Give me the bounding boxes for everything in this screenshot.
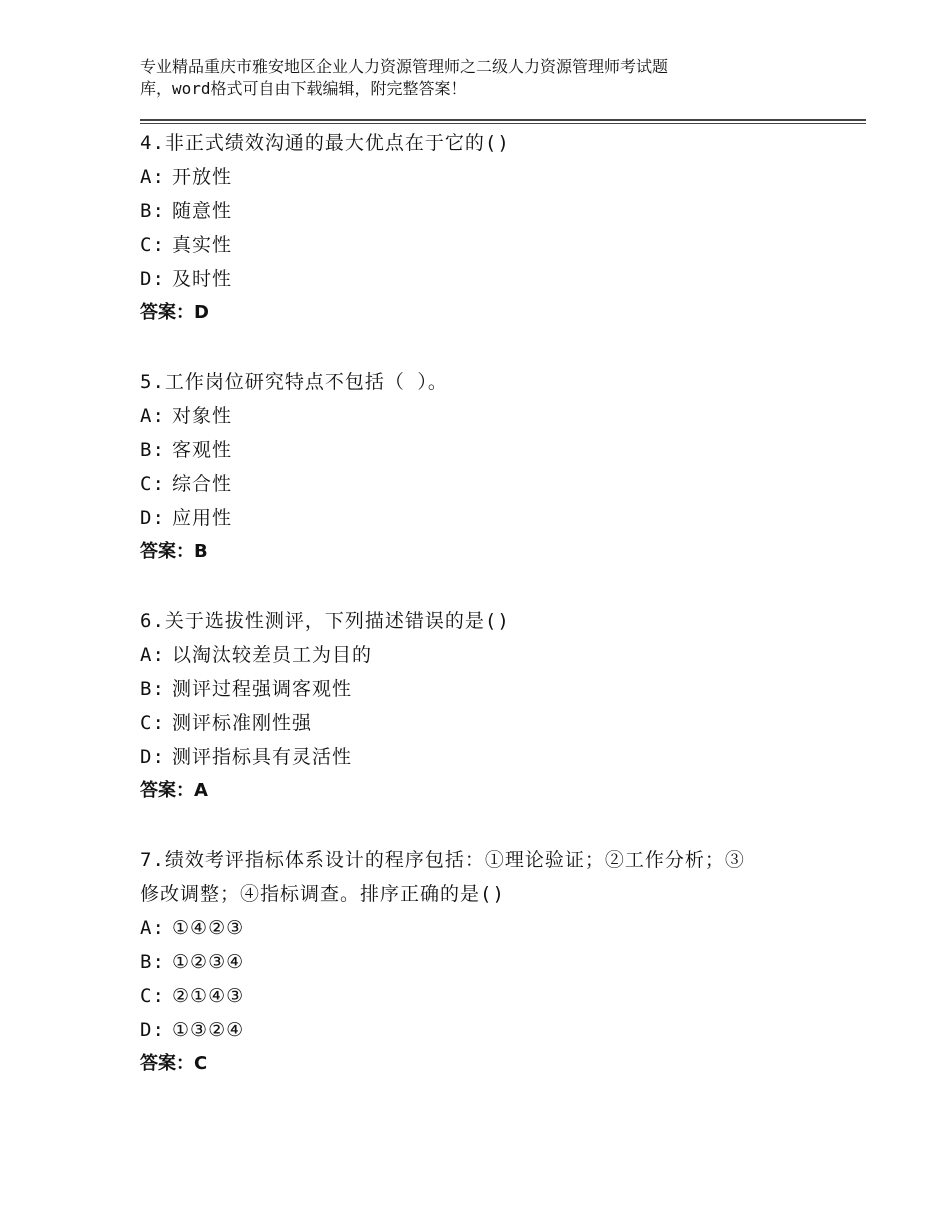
option-key: C: — [140, 985, 165, 1007]
option-a — [140, 160, 820, 194]
option-d — [140, 262, 820, 296]
option-a — [140, 399, 820, 433]
option-b — [140, 945, 820, 979]
question-stem: 5.工作岗位研究特点不包括（ ）。 — [140, 371, 448, 393]
question-block — [140, 604, 820, 808]
option-key: D: — [140, 1019, 165, 1041]
option-text: 测评指标具有灵活性 — [172, 746, 353, 768]
answer-label: 答案：D — [140, 302, 209, 323]
header-divider-thin — [140, 123, 866, 124]
option-key: A: — [140, 166, 165, 188]
option-d — [140, 1013, 820, 1047]
option-key: C: — [140, 473, 165, 495]
option-key: B: — [140, 678, 165, 700]
question-block — [140, 843, 820, 1081]
option-c — [140, 979, 820, 1013]
document-header — [140, 56, 830, 100]
option-key: B: — [140, 439, 165, 461]
option-b — [140, 194, 820, 228]
question-block — [140, 365, 820, 569]
answer-label: 答案：C — [140, 1053, 208, 1074]
option-key: D: — [140, 746, 165, 768]
option-b — [140, 672, 820, 706]
option-text: ①②③④ — [172, 951, 245, 973]
option-text: 测评过程强调客观性 — [172, 678, 353, 700]
option-key: C: — [140, 234, 165, 256]
option-text: ②①④③ — [172, 985, 245, 1007]
option-key: D: — [140, 507, 165, 529]
option-a — [140, 638, 820, 672]
option-text: 真实性 — [172, 234, 233, 256]
question-stem: 4.非正式绩效沟通的最大优点在于它的() — [140, 132, 510, 154]
answer-label: 答案：B — [140, 541, 208, 562]
option-key: C: — [140, 712, 165, 734]
option-text: 测评标准刚性强 — [172, 712, 313, 734]
question-stem-line-2: 修改调整；④指标调查。排序正确的是() — [140, 883, 505, 905]
option-text: 及时性 — [172, 268, 233, 290]
header-title-line-2: 库，word格式可自由下载编辑，附完整答案！ — [140, 79, 467, 98]
option-b — [140, 433, 820, 467]
answer-label: 答案：A — [140, 780, 208, 801]
option-key: B: — [140, 951, 165, 973]
option-text: 客观性 — [172, 439, 233, 461]
option-d — [140, 501, 820, 535]
option-key: A: — [140, 405, 165, 427]
option-text: 对象性 — [172, 405, 233, 427]
option-text: 综合性 — [172, 473, 233, 495]
option-a — [140, 911, 820, 945]
option-text: 应用性 — [172, 507, 233, 529]
option-key: A: — [140, 644, 165, 666]
option-text: 以淘汰较差员工为目的 — [172, 644, 373, 666]
header-title-line-1: 专业精品重庆市雅安地区企业人力资源管理师之二级人力资源管理师考试题 — [140, 57, 669, 76]
option-text: 随意性 — [172, 200, 233, 222]
question-stem-line-1: 7.绩效考评指标体系设计的程序包括：①理论验证；②工作分析；③ — [140, 849, 745, 871]
option-key: B: — [140, 200, 165, 222]
option-text: ①③②④ — [172, 1019, 245, 1041]
header-divider-thick — [140, 119, 866, 121]
option-text: ①④②③ — [172, 917, 245, 939]
option-c — [140, 228, 820, 262]
option-text: 开放性 — [172, 166, 233, 188]
option-key: D: — [140, 268, 165, 290]
question-block — [140, 126, 820, 330]
option-key: A: — [140, 917, 165, 939]
option-d — [140, 740, 820, 774]
question-stem: 6.关于选拔性测评，下列描述错误的是() — [140, 610, 510, 632]
option-c — [140, 467, 820, 501]
option-c — [140, 706, 820, 740]
